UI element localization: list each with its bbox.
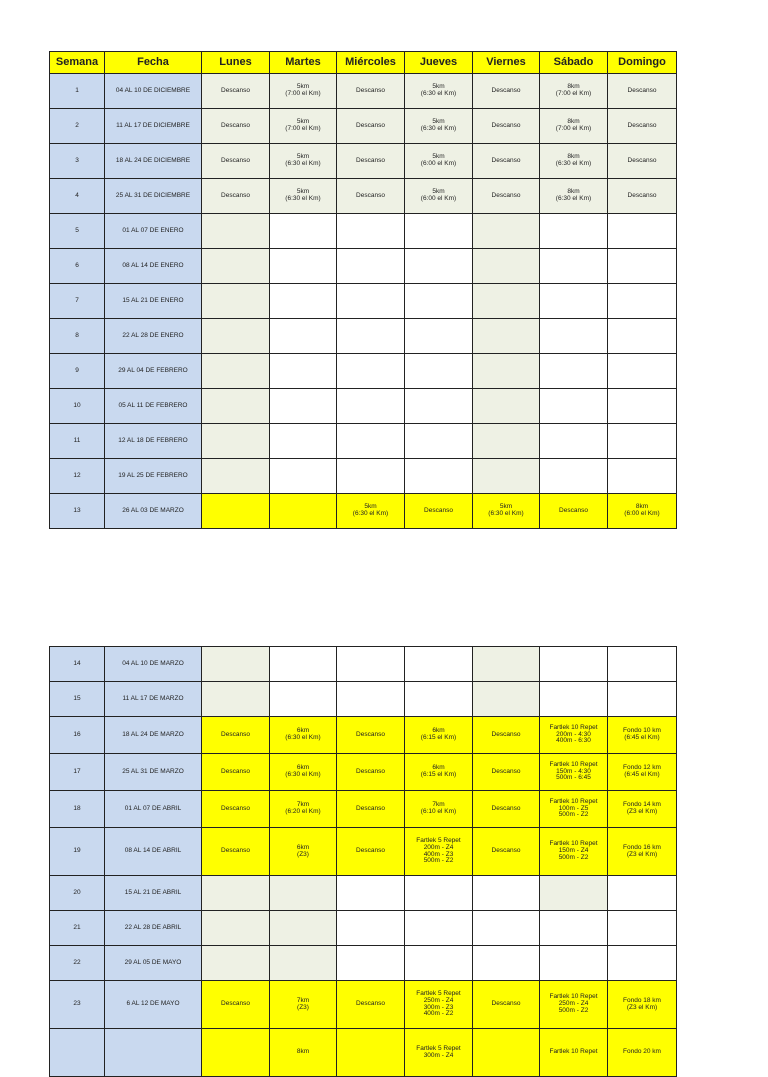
workout-cell-domingo (608, 911, 677, 946)
workout-cell-sabado: 8km (7:00 el Km) (540, 109, 608, 144)
workout-cell-sabado (540, 647, 608, 682)
workout-cell-sabado (540, 389, 608, 424)
workout-cell-sabado: Fartlek 10 Repet 250m - Z4 500m - Z2 (540, 981, 608, 1029)
workout-cell-domingo: 8km (6:00 el Km) (608, 494, 677, 529)
workout-cell-miercoles (337, 424, 405, 459)
workout-cell-miercoles: Descanso (337, 754, 405, 791)
workout-cell-lunes (202, 319, 270, 354)
workout-cell-lunes (202, 389, 270, 424)
week-dates: 04 AL 10 DE MARZO (105, 647, 202, 682)
workout-cell-jueves (405, 319, 473, 354)
workout-cell-jueves (405, 876, 473, 911)
week-dates: 18 AL 24 DE DICIEMBRE (105, 144, 202, 179)
workout-cell-sabado: Fartlek 10 Repet 100m - Z5 500m - Z2 (540, 791, 608, 828)
workout-cell-martes: 5km (7:00 el Km) (270, 74, 337, 109)
workout-cell-jueves (405, 389, 473, 424)
week-row (50, 74, 677, 109)
workout-cell-lunes (202, 911, 270, 946)
week-number: 19 (50, 828, 105, 876)
week-dates: 26 AL 03 DE MARZO (105, 494, 202, 529)
week-row (50, 828, 677, 876)
workout-cell-lunes: Descanso (202, 981, 270, 1029)
week-number: 15 (50, 682, 105, 717)
week-number: 14 (50, 647, 105, 682)
workout-cell-viernes (473, 284, 540, 319)
workout-cell-domingo: Descanso (608, 74, 677, 109)
workout-cell-jueves: Fartlek 5 Repet 250m - Z4 300m - Z3 400m - Z2 (405, 981, 473, 1029)
workout-cell-miercoles (337, 214, 405, 249)
workout-cell-martes (270, 682, 337, 717)
workout-cell-lunes (202, 354, 270, 389)
week-row (50, 946, 677, 981)
workout-cell-jueves (405, 249, 473, 284)
week-number: 22 (50, 946, 105, 981)
week-number: 17 (50, 754, 105, 791)
workout-cell-miercoles (337, 354, 405, 389)
workout-cell-lunes: Descanso (202, 74, 270, 109)
workout-cell-domingo (608, 682, 677, 717)
training-plan-table-2 (49, 646, 677, 1077)
workout-cell-jueves (405, 911, 473, 946)
header-viernes: Viernes (473, 52, 540, 74)
workout-cell-lunes (202, 284, 270, 319)
workout-cell-miercoles (337, 249, 405, 284)
week-number: 7 (50, 284, 105, 319)
workout-cell-domingo (608, 354, 677, 389)
workout-cell-lunes (202, 946, 270, 981)
header-domingo: Domingo (608, 52, 677, 74)
workout-cell-domingo: Descanso (608, 144, 677, 179)
workout-cell-miercoles (337, 1029, 405, 1077)
week-number: 2 (50, 109, 105, 144)
workout-cell-miercoles: Descanso (337, 828, 405, 876)
workout-cell-sabado (540, 911, 608, 946)
workout-cell-lunes (202, 1029, 270, 1077)
week-number: 23 (50, 981, 105, 1029)
header-row (50, 52, 677, 74)
workout-cell-viernes (473, 911, 540, 946)
workout-cell-sabado: Fartlek 10 Repet 150m - 4:30 500m - 6:45 (540, 754, 608, 791)
workout-cell-miercoles (337, 459, 405, 494)
workout-cell-jueves (405, 354, 473, 389)
workout-cell-sabado (540, 876, 608, 911)
workout-cell-miercoles: 5km (6:30 el Km) (337, 494, 405, 529)
week-dates: 25 AL 31 DE MARZO (105, 754, 202, 791)
workout-cell-martes (270, 424, 337, 459)
workout-cell-lunes (202, 249, 270, 284)
week-dates: 12 AL 18 DE FEBRERO (105, 424, 202, 459)
workout-cell-miercoles (337, 876, 405, 911)
week-number: 9 (50, 354, 105, 389)
week-row (50, 911, 677, 946)
workout-cell-domingo (608, 459, 677, 494)
workout-cell-jueves (405, 459, 473, 494)
workout-cell-jueves (405, 284, 473, 319)
workout-cell-sabado (540, 249, 608, 284)
workout-cell-jueves: 5km (6:30 el Km) (405, 74, 473, 109)
workout-cell-martes (270, 249, 337, 284)
workout-cell-jueves (405, 647, 473, 682)
workout-cell-jueves: 7km (6:10 el Km) (405, 791, 473, 828)
workout-cell-viernes: Descanso (473, 144, 540, 179)
workout-cell-domingo (608, 284, 677, 319)
workout-cell-lunes: Descanso (202, 144, 270, 179)
workout-cell-martes (270, 911, 337, 946)
workout-cell-domingo (608, 319, 677, 354)
workout-cell-sabado: 8km (6:30 el Km) (540, 179, 608, 214)
week-number: 12 (50, 459, 105, 494)
week-dates: 05 AL 11 DE FEBRERO (105, 389, 202, 424)
week-number: 1 (50, 74, 105, 109)
header-miercoles: Miércoles (337, 52, 405, 74)
week-dates: 25 AL 31 DE DICIEMBRE (105, 179, 202, 214)
header-lunes: Lunes (202, 52, 270, 74)
workout-cell-jueves: 6km (6:15 el Km) (405, 754, 473, 791)
week-number: 16 (50, 717, 105, 754)
week-row (50, 284, 677, 319)
workout-cell-lunes: Descanso (202, 717, 270, 754)
workout-cell-viernes: Descanso (473, 109, 540, 144)
week-row (50, 319, 677, 354)
workout-cell-jueves: 5km (6:00 el Km) (405, 144, 473, 179)
workout-cell-viernes: Descanso (473, 179, 540, 214)
workout-cell-sabado: Fartlek 10 Repet (540, 1029, 608, 1077)
workout-cell-martes: 7km (Z3) (270, 981, 337, 1029)
week-number: 10 (50, 389, 105, 424)
week-row (50, 144, 677, 179)
header-martes: Martes (270, 52, 337, 74)
training-plan-table-1 (49, 51, 677, 529)
workout-cell-miercoles: Descanso (337, 144, 405, 179)
workout-cell-sabado (540, 214, 608, 249)
workout-cell-sabado (540, 284, 608, 319)
week-dates: 01 AL 07 DE ENERO (105, 214, 202, 249)
week-dates: 22 AL 28 DE ENERO (105, 319, 202, 354)
workout-cell-domingo: Fondo 18 km (Z3 el Km) (608, 981, 677, 1029)
workout-cell-miercoles: Descanso (337, 109, 405, 144)
week-number (50, 1029, 105, 1077)
workout-cell-sabado (540, 354, 608, 389)
header-sabado: Sábado (540, 52, 608, 74)
workout-cell-lunes: Descanso (202, 791, 270, 828)
workout-cell-viernes (473, 214, 540, 249)
week-row (50, 459, 677, 494)
week-dates: 29 AL 05 DE MAYO (105, 946, 202, 981)
workout-cell-jueves: Fartlek 5 Repet 200m - Z4 400m - Z3 500m - Z2 (405, 828, 473, 876)
week-number: 20 (50, 876, 105, 911)
workout-cell-domingo: Descanso (608, 179, 677, 214)
week-row (50, 682, 677, 717)
workout-cell-miercoles: Descanso (337, 717, 405, 754)
workout-cell-sabado: Descanso (540, 494, 608, 529)
workout-cell-martes (270, 214, 337, 249)
week-dates (105, 1029, 202, 1077)
workout-cell-lunes (202, 647, 270, 682)
workout-cell-martes: 5km (6:30 el Km) (270, 144, 337, 179)
workout-cell-viernes: Descanso (473, 74, 540, 109)
workout-cell-sabado: 8km (7:00 el Km) (540, 74, 608, 109)
workout-cell-martes (270, 319, 337, 354)
workout-cell-jueves: 5km (6:00 el Km) (405, 179, 473, 214)
week-dates: 15 AL 21 DE ABRIL (105, 876, 202, 911)
workout-cell-martes: 6km (6:30 el Km) (270, 754, 337, 791)
workout-cell-lunes (202, 494, 270, 529)
workout-cell-miercoles (337, 946, 405, 981)
header-jueves: Jueves (405, 52, 473, 74)
workout-cell-domingo: Fondo 14 km (Z3 el Km) (608, 791, 677, 828)
week-dates: 01 AL 07 DE ABRIL (105, 791, 202, 828)
workout-cell-sabado (540, 946, 608, 981)
workout-cell-domingo: Fondo 10 km (6:45 el Km) (608, 717, 677, 754)
workout-cell-viernes: 5km (6:30 el Km) (473, 494, 540, 529)
workout-cell-jueves: Fartlek 5 Repet 300m - Z4 (405, 1029, 473, 1077)
week-row (50, 981, 677, 1029)
week-number: 8 (50, 319, 105, 354)
workout-cell-domingo (608, 876, 677, 911)
workout-cell-sabado: Fartlek 10 Repet 150m - Z4 500m - Z2 (540, 828, 608, 876)
workout-cell-martes (270, 459, 337, 494)
workout-cell-domingo (608, 249, 677, 284)
workout-cell-lunes: Descanso (202, 109, 270, 144)
workout-cell-domingo (608, 946, 677, 981)
workout-cell-viernes (473, 249, 540, 284)
workout-cell-martes (270, 389, 337, 424)
week-number: 6 (50, 249, 105, 284)
workout-cell-domingo: Fondo 16 km (Z3 el Km) (608, 828, 677, 876)
workout-cell-viernes (473, 319, 540, 354)
workout-cell-viernes (473, 647, 540, 682)
week-number: 3 (50, 144, 105, 179)
week-row (50, 494, 677, 529)
header-fecha: Fecha (105, 52, 202, 74)
workout-cell-viernes: Descanso (473, 754, 540, 791)
workout-cell-viernes (473, 682, 540, 717)
workout-cell-viernes (473, 354, 540, 389)
workout-cell-miercoles (337, 389, 405, 424)
workout-cell-martes (270, 876, 337, 911)
week-row (50, 214, 677, 249)
workout-cell-martes (270, 647, 337, 682)
workout-cell-viernes (473, 1029, 540, 1077)
workout-cell-miercoles (337, 682, 405, 717)
workout-cell-sabado (540, 424, 608, 459)
week-row (50, 179, 677, 214)
week-row (50, 647, 677, 682)
workout-cell-lunes (202, 876, 270, 911)
workout-cell-lunes (202, 682, 270, 717)
week-row (50, 791, 677, 828)
workout-cell-martes: 5km (6:30 el Km) (270, 179, 337, 214)
week-row (50, 249, 677, 284)
workout-cell-viernes (473, 459, 540, 494)
workout-cell-martes: 7km (6:20 el Km) (270, 791, 337, 828)
workout-cell-martes: 8km (270, 1029, 337, 1077)
workout-cell-miercoles: Descanso (337, 791, 405, 828)
workout-cell-lunes: Descanso (202, 828, 270, 876)
workout-cell-martes: 6km (Z3) (270, 828, 337, 876)
week-row (50, 717, 677, 754)
workout-cell-martes (270, 494, 337, 529)
workout-cell-jueves: Descanso (405, 494, 473, 529)
workout-cell-sabado (540, 459, 608, 494)
workout-cell-miercoles: Descanso (337, 74, 405, 109)
workout-cell-domingo: Fondo 12 km (6:45 el Km) (608, 754, 677, 791)
workout-cell-martes: 6km (6:30 el Km) (270, 717, 337, 754)
workout-cell-jueves (405, 946, 473, 981)
workout-cell-viernes (473, 876, 540, 911)
week-row (50, 754, 677, 791)
week-row (50, 109, 677, 144)
week-row (50, 354, 677, 389)
workout-cell-sabado: Fartlek 10 Repet 200m - 4:30 400m - 6:30 (540, 717, 608, 754)
week-dates: 19 AL 25 DE FEBRERO (105, 459, 202, 494)
workout-cell-viernes: Descanso (473, 717, 540, 754)
week-dates: 6 AL 12 DE MAYO (105, 981, 202, 1029)
week-dates: 11 AL 17 DE DICIEMBRE (105, 109, 202, 144)
workout-cell-domingo (608, 214, 677, 249)
workout-cell-viernes: Descanso (473, 828, 540, 876)
workout-cell-lunes: Descanso (202, 179, 270, 214)
week-dates: 04 AL 10 DE DICIEMBRE (105, 74, 202, 109)
header-semana: Semana (50, 52, 105, 74)
workout-cell-sabado: 8km (6:30 el Km) (540, 144, 608, 179)
workout-cell-martes (270, 284, 337, 319)
workout-cell-viernes (473, 424, 540, 459)
workout-cell-miercoles (337, 647, 405, 682)
workout-cell-martes (270, 946, 337, 981)
week-number: 18 (50, 791, 105, 828)
workout-cell-viernes: Descanso (473, 981, 540, 1029)
workout-cell-miercoles (337, 284, 405, 319)
workout-cell-lunes (202, 214, 270, 249)
week-row (50, 876, 677, 911)
week-number: 11 (50, 424, 105, 459)
workout-cell-domingo (608, 424, 677, 459)
workout-cell-sabado (540, 319, 608, 354)
workout-cell-miercoles: Descanso (337, 179, 405, 214)
workout-cell-viernes (473, 946, 540, 981)
workout-cell-domingo: Descanso (608, 109, 677, 144)
workout-cell-lunes (202, 424, 270, 459)
week-dates: 29 AL 04 DE FEBRERO (105, 354, 202, 389)
week-row (50, 424, 677, 459)
workout-cell-miercoles (337, 319, 405, 354)
week-dates: 18 AL 24 DE MARZO (105, 717, 202, 754)
workout-cell-viernes (473, 389, 540, 424)
week-number: 5 (50, 214, 105, 249)
workout-cell-sabado (540, 682, 608, 717)
workout-cell-jueves (405, 214, 473, 249)
workout-cell-domingo: Fondo 20 km (608, 1029, 677, 1077)
week-dates: 15 AL 21 DE ENERO (105, 284, 202, 319)
workout-cell-jueves (405, 424, 473, 459)
workout-cell-domingo (608, 647, 677, 682)
workout-cell-jueves: 5km (6:30 el Km) (405, 109, 473, 144)
week-dates: 08 AL 14 DE ABRIL (105, 828, 202, 876)
workout-cell-viernes: Descanso (473, 791, 540, 828)
workout-cell-lunes: Descanso (202, 754, 270, 791)
workout-cell-jueves: 6km (6:15 el Km) (405, 717, 473, 754)
workout-cell-miercoles (337, 911, 405, 946)
workout-cell-domingo (608, 389, 677, 424)
week-number: 21 (50, 911, 105, 946)
week-number: 13 (50, 494, 105, 529)
workout-cell-jueves (405, 682, 473, 717)
week-number: 4 (50, 179, 105, 214)
workout-cell-martes: 5km (7:00 el Km) (270, 109, 337, 144)
workout-cell-lunes (202, 459, 270, 494)
workout-cell-martes (270, 354, 337, 389)
week-dates: 22 AL 28 DE ABRIL (105, 911, 202, 946)
week-row (50, 389, 677, 424)
week-dates: 11 AL 17 DE MARZO (105, 682, 202, 717)
week-row (50, 1029, 677, 1077)
workout-cell-miercoles: Descanso (337, 981, 405, 1029)
week-dates: 08 AL 14 DE ENERO (105, 249, 202, 284)
